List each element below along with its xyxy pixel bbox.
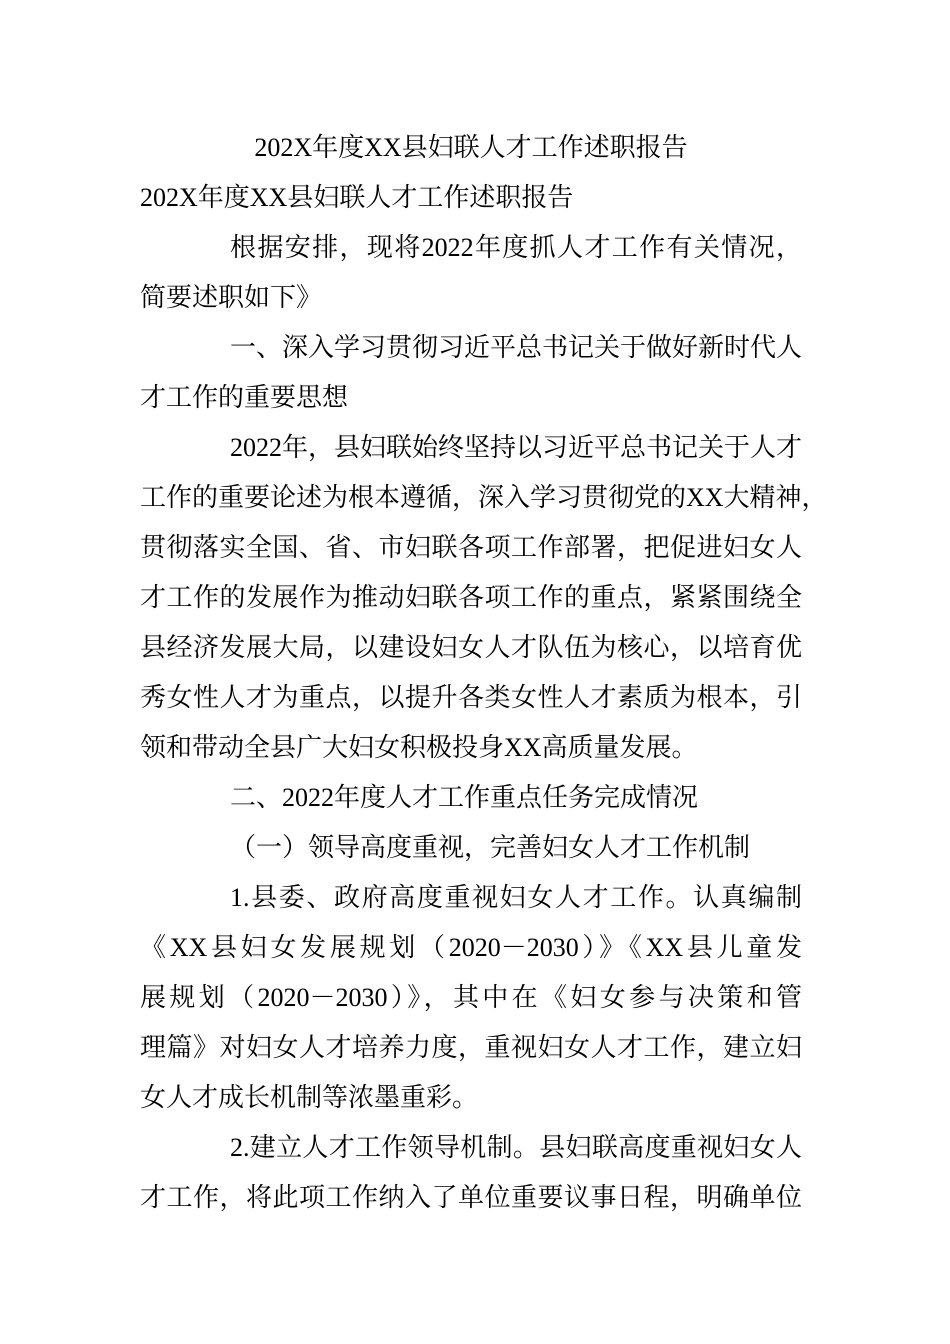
paragraph [140, 1123, 802, 1223]
paragraph [140, 223, 802, 323]
text-line: 2.建立人才工作领导机制。县妇联高度重视妇女人 [230, 1133, 802, 1162]
text-line: 202X年度XX县妇联人才工作述职报告 [254, 133, 688, 162]
text-line: 简要述职如下》 [140, 283, 323, 312]
text-line: 2022年，县妇联始终坚持以习近平总书记关于人才 [230, 433, 803, 462]
paragraph [140, 873, 802, 1123]
text-line: 一、深入学习贯彻习近平总书记关于做好新时代人 [230, 333, 803, 362]
text-line: 202X年度XX县妇联人才工作述职报告 [140, 183, 574, 212]
paragraph [140, 423, 828, 773]
text-line: 展规划（2020－2030）》，其中在《妇女参与决策和管 [140, 983, 802, 1012]
text-line: 才工作，将此项工作纳入了单位重要议事日程，明确单位 [140, 1183, 802, 1212]
text-line: 县经济发展大局，以建设妇女人才队伍为核心，以培育优 [140, 633, 802, 662]
document-title [140, 123, 802, 173]
text-line: 贯彻落实全国、省、市妇联各项工作部署，把促进妇女人 [140, 533, 802, 562]
text-line: 领和带动全县广大妇女积极投身XX高质量发展。 [140, 733, 698, 762]
text-line: 工作的重要论述为根本遵循，深入学习贯彻党的XX大精神， [140, 483, 828, 512]
text-line: 才工作的发展作为推动妇联各项工作的重点，紧紧围绕全 [140, 583, 802, 612]
text-line: 1.县委、政府高度重视妇女人才工作。认真编制 [230, 883, 802, 912]
text-line: 女人才成长机制等浓墨重彩。 [140, 1083, 479, 1112]
text-line: 《XX县妇女发展规划（2020－2030）》《XX县儿童发 [140, 933, 802, 962]
text-line: 才工作的重要思想 [140, 383, 349, 412]
text-line: 理篇》对妇女人才培养力度，重视妇女人才工作，建立妇 [140, 1033, 802, 1062]
document-subtitle [140, 173, 802, 223]
text-line: 秀女性人才为重点，以提升各类女性人才素质为根本，引 [140, 683, 802, 712]
section-heading [140, 323, 802, 423]
text-line: （一）领导高度重视，完善妇女人才工作机制 [230, 833, 751, 862]
text-line: 根据安排，现将2022年度抓人才工作有关情况， [230, 233, 802, 262]
text-line: 二、2022年度人才工作重点任务完成情况 [230, 783, 699, 812]
section-heading [140, 773, 802, 823]
section-heading [140, 823, 802, 873]
